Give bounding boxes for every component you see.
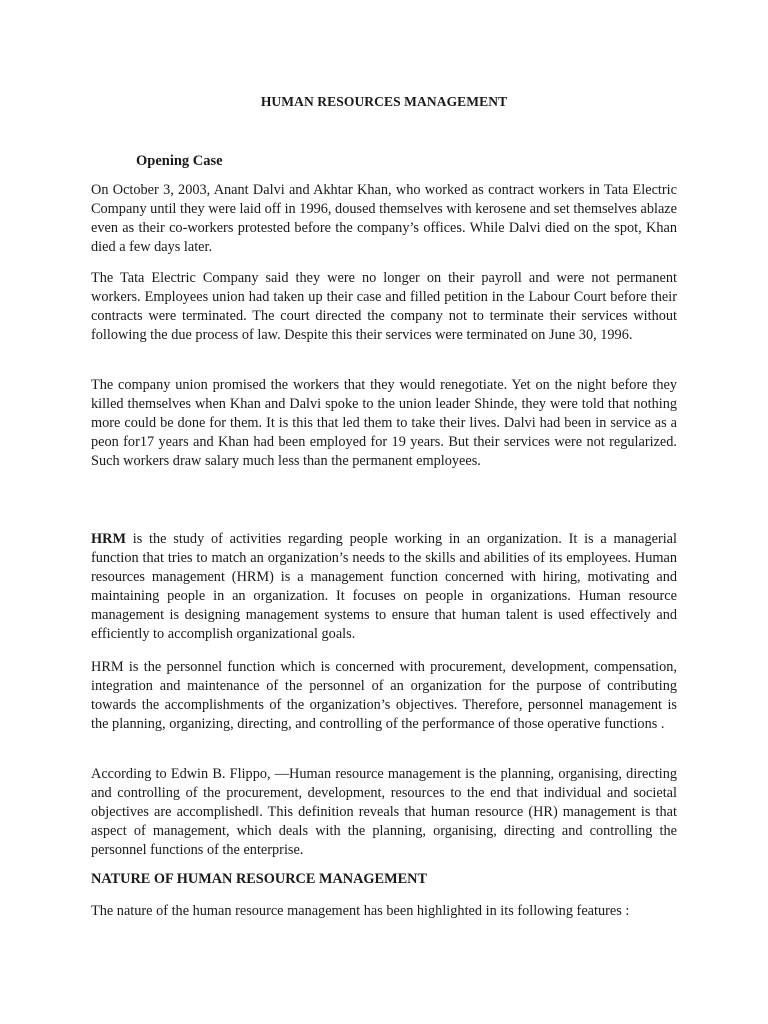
opening-case-heading: Opening Case (136, 153, 223, 169)
nature-section-heading: NATURE OF HUMAN RESOURCE MANAGEMENT (91, 871, 427, 887)
hrm-definition-paragraph (91, 530, 677, 644)
case-paragraph-3: The company union promised the workers that they would renegotiate. Yet on the night before they killed themselves when Khan and Dalvi spoke to the union leader Shinde, they were told that nothing more could be done for them. It is this that led them to take their lives. Dalvi had been in service as a peon for17 years and Khan had been employed for 19 years. But their services were not regularized. Such workers draw salary much less than the permanent employees. (91, 377, 677, 469)
case-paragraph-1: On October 3, 2003, Anant Dalvi and Akhtar Khan, who worked as contract workers in Tata Electric Company until they were laid off in 1996, doused themselves with kerosene and set themselves ablaze even as their co-workers protested before the company’s offices. While Dalvi died on the spot, Khan died a few days later. (91, 182, 677, 255)
hrm-term: HRM (91, 531, 126, 547)
hrm-definition-text: is the study of activities regarding people working in an organization. It is a managerial function that tries to match an organization’s needs to the skills and abilities of its employees. Human resources management (HRM) is a management function concerned with hiring, motivating and maintaining people in an organization. It focuses on people in organizations. Human resource management is designing management systems to ensure that human talent is used effectively and efficiently to accomplish organizational goals. (91, 531, 677, 642)
case-paragraph-2: The Tata Electric Company said they were no longer on their payroll and were not permanent workers. Employees union had taken up their case and filled petition in the Labour Court before their contracts were terminated. The court directed the company not to terminate their services without following the due process of law. Despite this their services were terminated on June 30, 1996. (91, 270, 677, 343)
personnel-function-paragraph: HRM is the personnel function which is concerned with procurement, development, compensation, integration and maintenance of the personnel of an organization for the purpose of contributing towards the accomplishments of the organization’s objectives. Therefore, personnel management is the planning, organizing, directing, and controlling of the performance of those operative functions . (91, 659, 677, 732)
document-title: HUMAN RESOURCES MANAGEMENT (260, 94, 508, 109)
flippo-definition-paragraph: According to Edwin B. Flippo, —Human resource management is the planning, organising, directing and controlling of the procurement, development, resources to the end that individual and societal objectives are accomplished‖. This definition reveals that human resource (HR) management is that aspect of management, which deals with the planning, organising, directing and controlling the personnel functions of the enterprise. (91, 766, 677, 858)
nature-intro-paragraph: The nature of the human resource management has been highlighted in its following features : (91, 903, 630, 919)
